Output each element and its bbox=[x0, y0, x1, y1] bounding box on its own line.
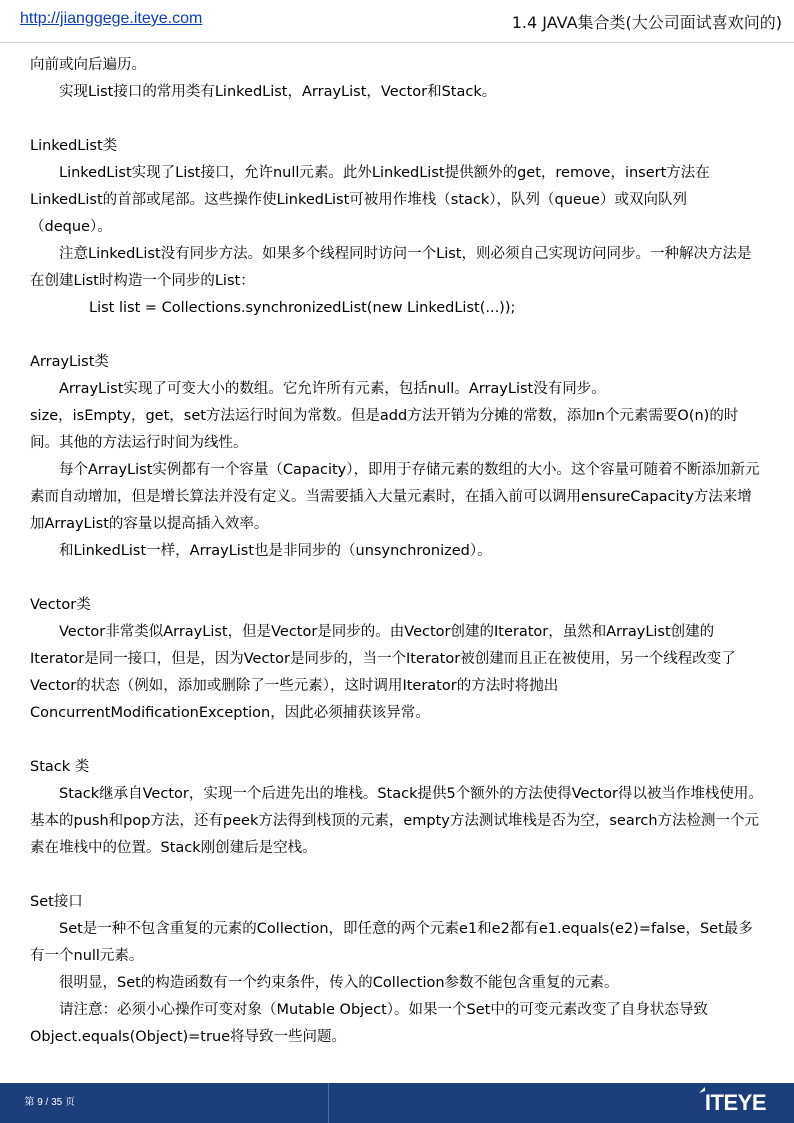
document-body bbox=[30, 52, 764, 1051]
section-heading: Stack 类 bbox=[30, 759, 90, 775]
header-url-link[interactable]: http://jianggege.iteye.com bbox=[20, 10, 203, 27]
body-paragraph: 每个ArrayList实例都有一个容量（Capacity），即用于存储元素的数组的大小。这个容量可随着不断添加新元素而自动增加，但是增长算法并没有定义。当需要插入大量元素时，在插入前可以调用ensureCapacity方法来增加ArrayList的容量以提高插入效率。 bbox=[30, 462, 760, 532]
page-header bbox=[0, 0, 794, 43]
header-title: 1.4 JAVA集合类(大公司面试喜欢问的) bbox=[511, 13, 782, 32]
body-paragraph: Vector非常类似ArrayList，但是Vector是同步的。由Vector创建的Iterator，虽然和ArrayList创建的Iterator是同一接口，但是，因为Vector是同步的，当一个Iterator被创建而且正在被使用，另一个线程改变了Vector的状态（例如，添加或删除了一些元素），这时调用Iterator的方法时将抛出ConcurrentModificationException，因此必须捕获该异常。 bbox=[30, 624, 736, 721]
section-heading: Set接口 bbox=[30, 894, 83, 910]
page-number: 第 9 / 35 页 bbox=[24, 1097, 75, 1108]
body-paragraph: 向前或向后遍历。 bbox=[30, 57, 146, 73]
body-paragraph: 和LinkedList一样，ArrayList也是非同步的（unsynchronized）。 bbox=[59, 543, 492, 559]
logo-text: ITEYE bbox=[704, 1090, 766, 1115]
body-paragraph: Stack继承自Vector，实现一个后进先出的堆栈。Stack提供5个额外的方法使得Vector得以被当作堆栈使用。基本的push和pop方法，还有peek方法得到栈顶的元素，empty方法测试堆栈是否为空，search方法检测一个元素在堆栈中的位置。Stack刚创建后是空栈。 bbox=[30, 786, 763, 856]
body-paragraph: 注意LinkedList没有同步方法。如果多个线程同时访问一个List，则必须自己实现访问同步。一种解决方法是在创建List时构造一个同步的List： bbox=[30, 246, 752, 289]
section-heading: LinkedList类 bbox=[30, 138, 118, 154]
body-paragraph: 很明显，Set的构造函数有一个约束条件，传入的Collection参数不能包含重复的元素。 bbox=[59, 975, 619, 991]
blank-line bbox=[30, 565, 764, 592]
iteye-logo bbox=[705, 1089, 766, 1117]
section-heading: ArrayList类 bbox=[30, 354, 109, 370]
blank-line bbox=[30, 322, 764, 349]
blank-line bbox=[30, 727, 764, 754]
body-paragraph: LinkedList实现了List接口，允许null元素。此外LinkedList提供额外的get，remove，insert方法在LinkedList的首部或尾部。这些操作使LinkedList可被用作堆栈（stack），队列（queue）或双向队列（deque）。 bbox=[30, 165, 710, 235]
blank-line bbox=[30, 862, 764, 889]
page-footer bbox=[0, 1083, 794, 1123]
section-heading: Vector类 bbox=[30, 597, 91, 613]
body-paragraph: ArrayList实现了可变大小的数组。它允许所有元素，包括null。ArrayList没有同步。 bbox=[59, 381, 606, 397]
code-line: List list = Collections.synchronizedList(new LinkedList(...)); bbox=[89, 300, 516, 316]
logo-arrow-icon bbox=[699, 1087, 705, 1093]
body-paragraph: size，isEmpty，get，set方法运行时间为常数。但是add方法开销为分摊的常数，添加n个元素需要O(n)的时间。其他的方法运行时间为线性。 bbox=[30, 408, 739, 451]
body-paragraph: 实现List接口的常用类有LinkedList，ArrayList，Vector和Stack。 bbox=[59, 84, 497, 100]
footer-divider bbox=[328, 1083, 329, 1123]
body-paragraph: 请注意：必须小心操作可变对象（Mutable Object）。如果一个Set中的可变元素改变了自身状态导致Object.equals(Object)=true将导致一些问题。 bbox=[30, 1002, 708, 1045]
body-paragraph: Set是一种不包含重复的元素的Collection，即任意的两个元素e1和e2都有e1.equals(e2)=false，Set最多有一个null元素。 bbox=[30, 921, 753, 964]
blank-line bbox=[30, 106, 764, 133]
